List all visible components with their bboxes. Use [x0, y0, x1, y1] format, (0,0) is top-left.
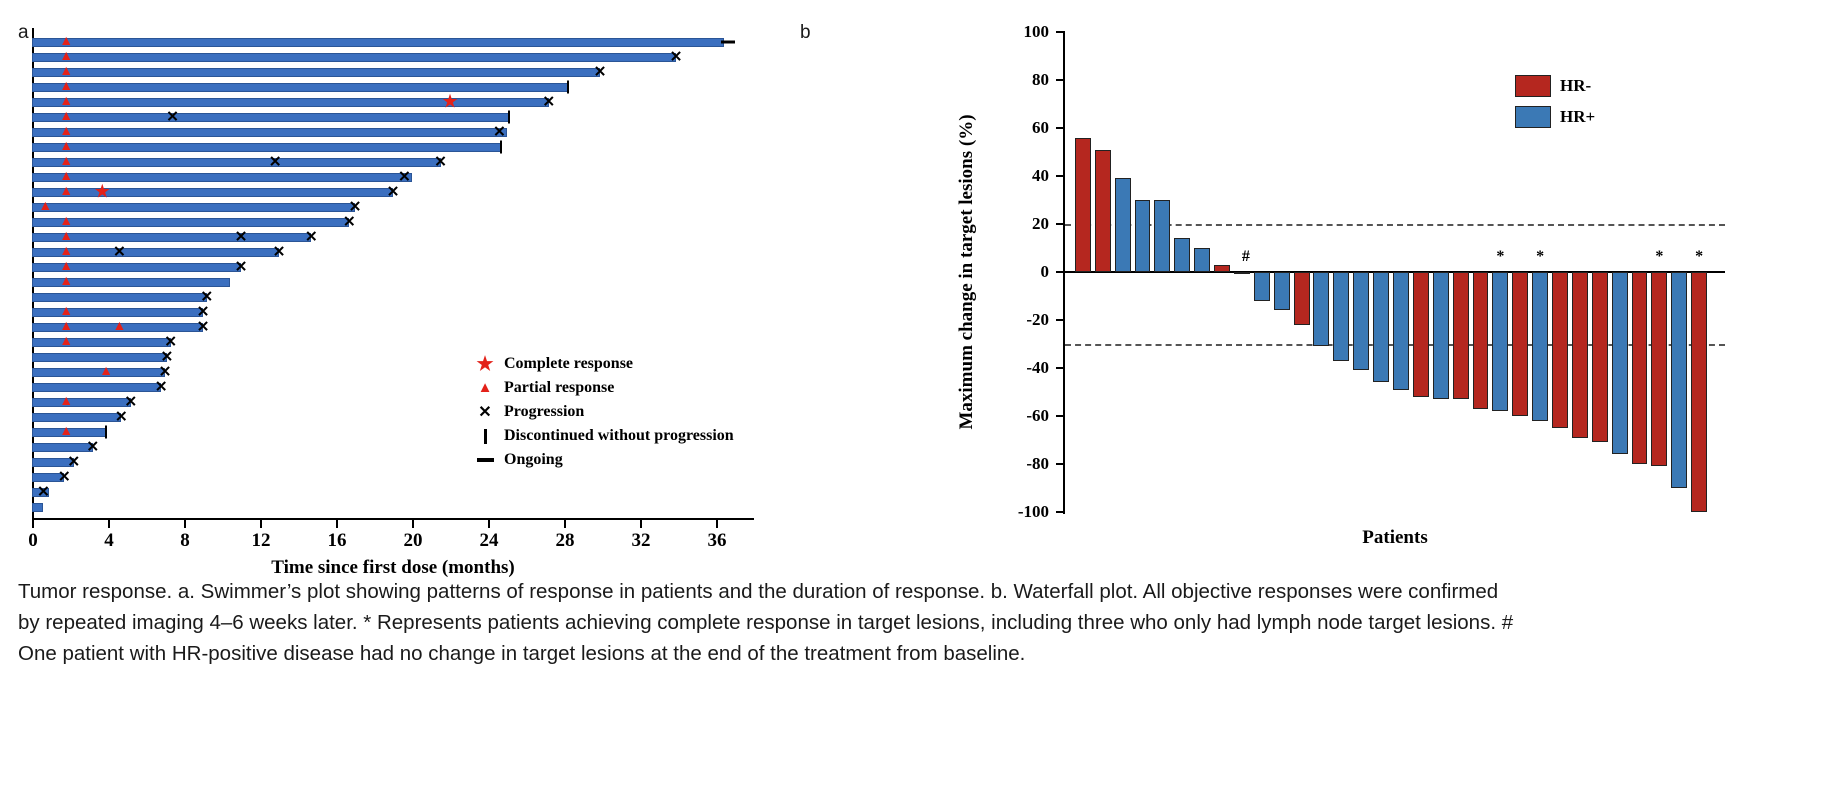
waterfall-y-tick — [1056, 79, 1065, 81]
marker-progression: ✕ — [669, 48, 683, 66]
waterfall-y-tick — [1056, 511, 1065, 513]
waterfall-bar — [1194, 248, 1210, 272]
swimmer-duration-bar — [32, 113, 509, 122]
marker-progression: ✕ — [115, 408, 128, 426]
waterfall-legend-label: HR- — [1560, 76, 1592, 95]
marker-progression: ✕ — [160, 348, 174, 366]
swimmer-duration-bar — [32, 383, 161, 392]
swimmer-patient-row — [32, 438, 754, 456]
waterfall-legend-label: HR+ — [1560, 107, 1596, 126]
swimmer-duration-bar — [32, 398, 131, 407]
marker-partial-response: ▲ — [99, 364, 114, 379]
figure-caption: Tumor response. a. Swimmer’s plot showing patterns of response in patients and the duration of response. b. Waterfall plot. All objective responses were confirmed by repeated imaging 4–6 weeks later. * Represents patients achieving complete response in target lesions, including three who only had lymph node target lesions. # One patient with HR-positive disease had no change in target lesions at the end of the treatment from baseline. — [18, 580, 1514, 665]
swimmer-x-tick — [336, 520, 338, 528]
waterfall-y-tick — [1056, 223, 1065, 225]
marker-partial-response: ▲ — [59, 259, 74, 274]
waterfall-bar — [1632, 272, 1648, 464]
swimmer-patient-row — [32, 108, 754, 126]
swimmer-patient-row — [32, 63, 754, 81]
swimmer-patient-row — [32, 198, 754, 216]
marker-partial-response: ▲ — [59, 229, 74, 244]
swimmer-patient-row — [32, 153, 754, 171]
marker-progression: ✕ — [164, 333, 177, 351]
waterfall-bar — [1154, 200, 1170, 272]
waterfall-bar — [1532, 272, 1548, 421]
waterfall-bar — [1433, 272, 1449, 399]
marker-progression: ✕ — [200, 288, 214, 306]
marker-progression: ✕ — [196, 318, 210, 336]
waterfall-y-tick — [1056, 271, 1065, 273]
marker-partial-response: ▲ — [59, 124, 74, 139]
marker-progression: ✕ — [305, 228, 318, 246]
waterfall-y-tick-label: 40 — [1032, 166, 1049, 185]
waterfall-annotation: # — [1241, 248, 1250, 265]
swimmer-duration-bar — [32, 413, 121, 422]
swimmer-patient-row — [32, 34, 754, 49]
marker-partial-response: ▲ — [59, 154, 74, 169]
waterfall-annotation: * — [1536, 248, 1545, 265]
swimmer-legend-label: Progression — [504, 403, 585, 420]
swimmer-patient-row — [32, 228, 754, 246]
swimmer-patient-row — [32, 258, 754, 276]
swimmer-duration-bar — [32, 83, 568, 92]
marker-discontinued — [567, 81, 569, 94]
marker-partial-response: ▲ — [59, 94, 74, 109]
marker-progression: ✕ — [154, 378, 168, 396]
marker-partial-response: ▲ — [59, 424, 74, 439]
swimmer-x-tick — [412, 520, 414, 528]
swimmer-x-tick — [108, 520, 110, 528]
swimmer-duration-bar — [32, 293, 207, 302]
waterfall-bar — [1592, 272, 1608, 442]
waterfall-bar — [1671, 272, 1687, 488]
waterfall-bar — [1552, 272, 1568, 428]
swimmer-patient-row — [32, 288, 754, 306]
marker-ongoing — [721, 41, 735, 44]
swimmer-legend-label: Partial response — [504, 379, 615, 396]
waterfall-bar — [1294, 272, 1310, 325]
waterfall-y-tick — [1056, 319, 1065, 321]
waterfall-legend — [1515, 75, 1595, 137]
waterfall-bar — [1373, 272, 1389, 382]
swimmer-x-axis — [32, 518, 754, 520]
waterfall-bar — [1174, 238, 1190, 272]
swimmer-patient-row — [32, 424, 754, 439]
marker-partial-response: ▲ — [59, 334, 74, 349]
waterfall-legend-item — [1515, 75, 1595, 97]
waterfall-y-tick-label: -60 — [1026, 406, 1049, 425]
swimmer-x-axis-title: Time since first dose (months) — [271, 557, 515, 578]
swimmer-x-tick — [260, 520, 262, 528]
panel-b-letter: b — [800, 22, 811, 43]
marker-discontinued — [508, 111, 510, 124]
marker-complete-response: ★ — [93, 181, 111, 203]
marker-progression: ✕ — [542, 93, 556, 111]
waterfall-legend-item — [1515, 106, 1595, 128]
marker-progression: ✕ — [268, 153, 282, 171]
swimmer-x-tick — [640, 520, 642, 528]
swimmer-duration-bar — [32, 38, 724, 47]
waterfall-y-tick — [1056, 31, 1065, 33]
swimmer-x-tick-label: 0 — [28, 530, 38, 551]
swimmer-patient-row — [32, 468, 754, 486]
swimmer-patient-row — [32, 123, 754, 141]
swimmer-patient-row — [32, 79, 754, 94]
waterfall-y-tick — [1056, 463, 1065, 465]
marker-progression: ✕ — [434, 153, 447, 171]
swimmer-plot-panel — [0, 0, 960, 640]
swimmer-duration-bar — [32, 188, 393, 197]
swimmer-x-tick-label: 12 — [251, 530, 271, 551]
marker-progression: ✕ — [348, 198, 362, 216]
swimmer-x-tick-label: 32 — [631, 530, 651, 551]
waterfall-bar — [1393, 272, 1409, 390]
swimmer-patient-row — [32, 168, 754, 186]
swimmer-x-tick — [184, 520, 186, 528]
waterfall-bar — [1214, 265, 1230, 272]
swimmer-patient-row — [32, 318, 754, 336]
marker-progression: ✕ — [398, 168, 411, 186]
swimmer-patient-row — [32, 393, 754, 411]
waterfall-y-tick-label: -20 — [1026, 310, 1049, 329]
waterfall-annotation: * — [1496, 248, 1505, 265]
marker-progression: ✕ — [86, 438, 100, 456]
swimmer-duration-bar — [32, 173, 412, 182]
waterfall-y-tick-label: 20 — [1032, 214, 1049, 233]
marker-partial-response: ▲ — [59, 244, 74, 259]
swimmer-patient-row — [32, 333, 754, 351]
marker-partial-response: ▲ — [112, 319, 127, 334]
marker-progression: ✕ — [124, 393, 138, 411]
waterfall-y-tick-label: -100 — [1017, 502, 1049, 521]
swimmer-x-tick-label: 20 — [403, 530, 423, 551]
swimmer-duration-bar — [32, 68, 600, 77]
waterfall-bar — [1492, 272, 1508, 411]
waterfall-y-tick-label: -80 — [1026, 454, 1049, 473]
swimmer-duration-bar — [32, 338, 171, 347]
swimmer-patient-row — [32, 453, 754, 471]
waterfall-annotation: * — [1695, 248, 1704, 265]
swimmer-x-tick-label: 36 — [707, 530, 727, 551]
waterfall-bar — [1234, 272, 1250, 274]
marker-partial-response: ▲ — [59, 139, 74, 154]
swimmer-x-tick-label: 8 — [180, 530, 190, 551]
marker-partial-response: ▲ — [59, 274, 74, 289]
swimmer-duration-bar — [32, 98, 549, 107]
swimmer-x-tick-label: 16 — [327, 530, 347, 551]
swimmer-x-tick — [716, 520, 718, 528]
waterfall-bar — [1313, 272, 1329, 346]
waterfall-bar — [1135, 200, 1151, 272]
waterfall-bar — [1651, 272, 1667, 466]
waterfall-bar — [1612, 272, 1628, 454]
marker-partial-response: ▲ — [59, 214, 74, 229]
swimmer-duration-bar — [32, 308, 203, 317]
legend-color-swatch — [1515, 106, 1551, 128]
swimmer-x-tick-label: 24 — [479, 530, 499, 551]
marker-partial-response: ▲ — [59, 304, 74, 319]
swimmer-patient-row — [32, 483, 754, 501]
swimmer-duration-bar — [32, 128, 507, 137]
triangle-icon: ▲ — [477, 379, 493, 396]
waterfall-bar — [1095, 150, 1111, 272]
swimmer-patient-row — [32, 378, 754, 396]
waterfall-bar — [1115, 178, 1131, 272]
waterfall-bar — [1413, 272, 1429, 397]
waterfall-bar — [1353, 272, 1369, 370]
waterfall-y-axis-title: Maximum change in target lesions (%) — [956, 114, 977, 430]
waterfall-bar — [1333, 272, 1349, 361]
marker-partial-response: ▲ — [59, 394, 74, 409]
swimmer-x-tick-label: 4 — [104, 530, 114, 551]
waterfall-bar — [1453, 272, 1469, 399]
marker-progression: ✕ — [493, 123, 506, 141]
marker-partial-response: ▲ — [59, 184, 74, 199]
marker-progression: ✕ — [196, 303, 210, 321]
marker-partial-response: ▲ — [59, 49, 74, 64]
waterfall-y-tick — [1056, 367, 1065, 369]
marker-progression: ✕ — [234, 258, 248, 276]
swimmer-legend-label: Ongoing — [504, 451, 563, 468]
marker-progression: ✕ — [166, 108, 179, 126]
waterfall-bar — [1512, 272, 1528, 416]
swimmer-duration-bar — [32, 503, 43, 512]
marker-partial-response: ▲ — [38, 199, 53, 214]
swimmer-duration-bar — [32, 203, 355, 212]
legend-color-swatch — [1515, 75, 1551, 97]
panel-a-letter: a — [18, 22, 29, 43]
marker-partial-response: ▲ — [59, 319, 74, 334]
swimmer-patient-row — [32, 91, 754, 113]
swimmer-duration-bar — [32, 353, 167, 362]
waterfall-bar — [1274, 272, 1290, 310]
swimmer-patient-row — [32, 139, 754, 154]
waterfall-y-tick — [1056, 175, 1065, 177]
marker-progression: ✕ — [158, 363, 172, 381]
waterfall-bar — [1572, 272, 1588, 438]
marker-partial-response: ▲ — [59, 109, 74, 124]
marker-discontinued — [500, 141, 502, 154]
waterfall-plot-panel — [800, 0, 1835, 640]
swimmer-duration-bar — [32, 143, 501, 152]
marker-complete-response: ★ — [441, 91, 459, 113]
waterfall-y-tick-label: 0 — [1040, 262, 1049, 281]
marker-discontinued — [105, 426, 107, 439]
marker-progression: ✕ — [67, 453, 81, 471]
swimmer-patient-row — [32, 243, 754, 261]
marker-partial-response: ▲ — [59, 79, 74, 94]
swimmer-patient-row — [32, 181, 754, 203]
marker-progression: ✕ — [386, 183, 400, 201]
swimmer-patient-row — [32, 503, 754, 512]
waterfall-y-tick-label: -40 — [1026, 358, 1049, 377]
swimmer-patient-row — [32, 48, 754, 66]
marker-progression: ✕ — [37, 483, 50, 501]
swimmer-patient-row — [32, 274, 754, 289]
swimmer-patient-row — [32, 213, 754, 231]
waterfall-y-tick-label: 80 — [1032, 70, 1049, 89]
swimmer-patient-row — [32, 303, 754, 321]
waterfall-y-tick — [1056, 415, 1065, 417]
x-icon: ✕ — [478, 404, 492, 421]
swimmer-duration-bar — [32, 233, 311, 242]
swimmer-x-tick — [564, 520, 566, 528]
waterfall-bar — [1691, 272, 1707, 512]
swimmer-duration-bar — [32, 158, 441, 167]
waterfall-y-tick — [1056, 127, 1065, 129]
swimmer-duration-bar — [32, 218, 349, 227]
marker-progression: ✕ — [113, 243, 126, 261]
marker-partial-response: ▲ — [59, 169, 74, 184]
marker-progression: ✕ — [58, 468, 71, 486]
marker-progression: ✕ — [343, 213, 356, 231]
marker-progression: ✕ — [234, 228, 248, 246]
swimmer-x-tick-label: 28 — [555, 530, 575, 551]
marker-progression: ✕ — [593, 63, 607, 81]
swimmer-duration-bar — [32, 53, 676, 62]
marker-partial-response: ▲ — [59, 34, 74, 49]
swimmer-duration-bar — [32, 443, 93, 452]
waterfall-bar — [1473, 272, 1489, 409]
swimmer-legend-label: Complete response — [504, 355, 634, 372]
marker-progression: ✕ — [272, 243, 286, 261]
swimmer-x-tick — [488, 520, 490, 528]
waterfall-annotation: * — [1655, 248, 1664, 265]
waterfall-y-tick-label: 60 — [1032, 118, 1049, 137]
waterfall-bar — [1254, 272, 1270, 301]
marker-partial-response: ▲ — [59, 64, 74, 79]
star-icon: ★ — [476, 353, 494, 375]
swimmer-legend-label: Discontinued without progression — [504, 427, 734, 444]
waterfall-x-axis-title: Patients — [1362, 527, 1428, 548]
waterfall-y-tick-label: 100 — [1023, 22, 1049, 41]
waterfall-bar — [1075, 138, 1091, 272]
swimmer-x-tick — [32, 520, 34, 528]
